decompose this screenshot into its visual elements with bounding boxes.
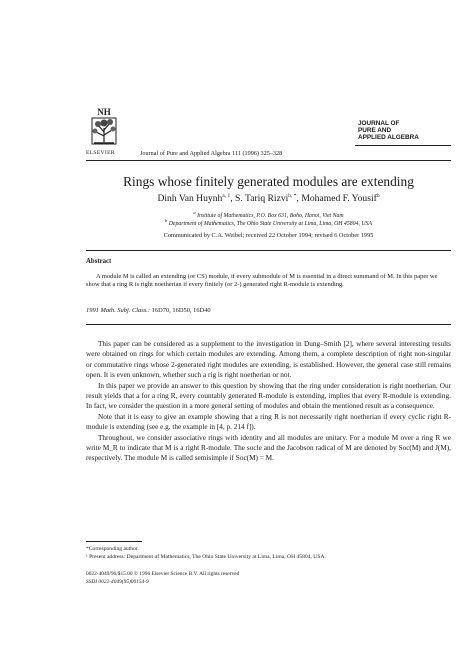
body-text bbox=[86, 339, 451, 464]
article-title: Rings whose finitely generated modules are extending bbox=[123, 174, 414, 189]
journal-title-rule bbox=[355, 145, 451, 146]
abstract-heading: Abstract bbox=[86, 258, 112, 265]
body-paragraph: This paper can be considered as a supplement to the investigation in Dung–Smith [2], where several interesting results were obtained on rings for which certain modules are extending. Among them, a complete description of right non-singular or commutative rings whose 2-generated right modules are extending, is established. However, the general case still remains open. It is even unknown, whether such a rig is right noetherian or not. bbox=[86, 340, 451, 380]
ssdi-line: SSDI 0022-4049(95)00154-9 bbox=[86, 579, 149, 585]
author-name: , Mohamed F. Yousif bbox=[296, 193, 377, 205]
msc-label: 1991 Math. Subj. Class.: bbox=[86, 307, 151, 314]
author-marker: b bbox=[376, 193, 380, 199]
issn-line: 0022-4049/96/$15.00 © 1996 Elsevier Science B.V. All rights reserved bbox=[86, 571, 240, 577]
msc-codes: 16D70, 16D50, 16D40 bbox=[150, 307, 211, 314]
author-marker: b, * bbox=[288, 193, 297, 199]
footnote-rule bbox=[86, 541, 142, 542]
header-rule bbox=[86, 160, 451, 161]
communication-history: Communicated by C.A. Weibel; received 22 October 1994; revised 6 October 1995 bbox=[163, 232, 374, 239]
journal-citation: Journal of Pure and Applied Algebra 111 (1996) 325–328 bbox=[140, 150, 283, 157]
affiliation-a: $^a$ Institute of Mathematics, P.O. Box 631, Boho, Hanoi, Viet Nam bbox=[193, 210, 344, 219]
author-list bbox=[86, 193, 451, 204]
author-marker: a, 1 bbox=[222, 193, 231, 199]
body-paragraph: Note that it is easy to give an example showing that a ring R is not necessarily right noetherian if every cyclic right R-module is extending (see e.g. the example in [4, p. 214 f]). bbox=[86, 412, 451, 432]
body-paragraph: In this paper we provide an answer to this question by showing that the ring under consideration is right noetherian. Our result yields that a for a ring R, every countably generated R-module is extending, implies that every R-module is extending. In fact, we consider the question in a more general setting of modules and obtain the mentioned result as a consequence. bbox=[86, 381, 451, 411]
footnote-present-address: ¹ Present address: Department of Mathematics, The Ohio State University at Lima, Lima, OH 45804, USA. bbox=[86, 554, 326, 560]
affiliation-b: $^b$ Department of Mathematics, The Ohio State University at Lima, Lima, OH 45804, USA bbox=[165, 217, 372, 227]
publisher-name: ELSEVIER bbox=[86, 150, 115, 156]
abstract-top-rule bbox=[86, 250, 451, 251]
author-name: , S. Tariq Rizvi bbox=[230, 193, 289, 205]
abstract-bottom-rule bbox=[86, 324, 451, 325]
logo-letters: NH bbox=[97, 107, 111, 117]
journal-title-line: APPLIED ALGEBRA bbox=[358, 134, 419, 142]
msc-classification bbox=[86, 307, 211, 314]
journal-title bbox=[358, 120, 448, 142]
body-paragraph: Throughout, we consider associative rings with identity and all modules are unitary. For a module M over a ring R we write M_R to indicate that M is a right R-module. The socle and the Jacobson radical of M are denoted by Soc(M) and J(M), respectively. The module M is called semisimple if Soc(M) = M. bbox=[86, 433, 451, 463]
abstract-text: A module M is called an extending (or CS) module, if every submodule of M is essential in a direct summand of M. In this paper we show that a ring R is right noetherian if every finitely (or 2-) generated right R-module is extending. bbox=[86, 273, 438, 289]
journal-title-line: JOURNAL OF bbox=[358, 120, 400, 127]
author-name: Dinh Van Huynh bbox=[157, 193, 223, 205]
journal-title-line: PURE AND bbox=[358, 127, 392, 135]
footnote-corresponding: *Corresponding author. bbox=[86, 546, 139, 552]
elsevier-tree-icon bbox=[86, 106, 122, 150]
publisher-logo bbox=[86, 106, 122, 150]
